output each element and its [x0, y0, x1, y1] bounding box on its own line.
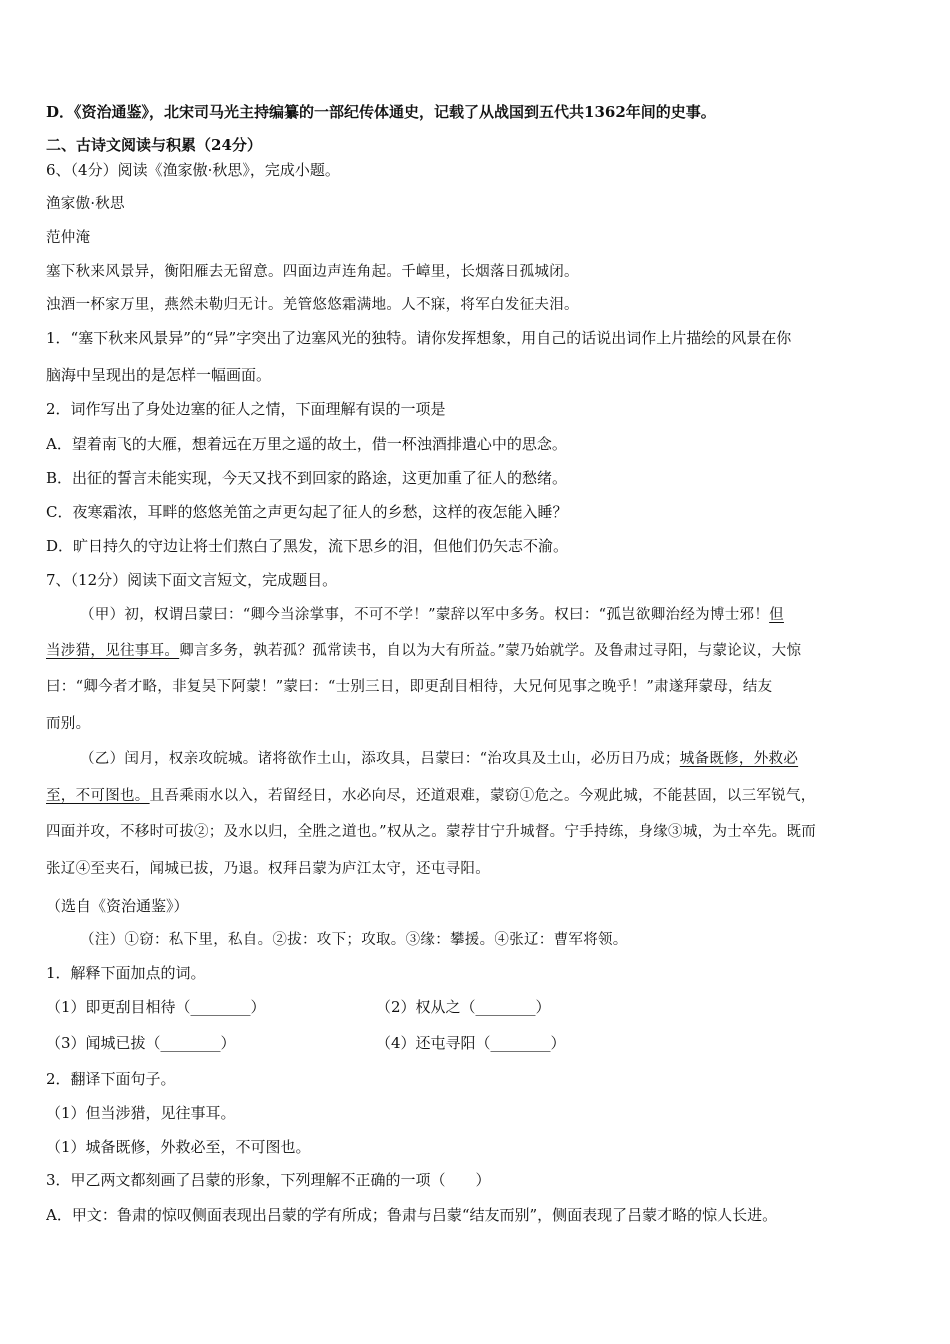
q6-option-c: C．夜寒霜浓，耳畔的悠悠羌笛之声更勾起了征人的乡愁，这样的夜怎能入睡？ — [46, 503, 568, 521]
q6-option-d: D．旷日持久的守边让将士们熬白了黑发，流下思乡的泪，但他们仍矢志不渝。 — [46, 537, 569, 555]
underlined-text: 至，不可图也。 — [46, 788, 150, 804]
passage-jia-line-2 — [46, 640, 906, 662]
q7-translate-1: （1）但当涉猎，见往事耳。 — [46, 1104, 236, 1122]
passage-yi-line-4: 张辽④至夹石，闻城已拔，乃退。权拜吕蒙为庐江太守，还屯寻阳。 — [46, 861, 490, 877]
question-7-stem: 7、（12分）阅读下面文言短文，完成题目。 — [46, 571, 338, 589]
q7-translate-2: （1）城备既修，外救必至，不可图也。 — [46, 1138, 311, 1156]
poem-author: 范仲淹 — [46, 230, 91, 246]
word-item-3: （3）闻城已拔（________） — [46, 1034, 236, 1052]
q6-option-a: A．望着南飞的大雁，想着远在万里之遥的故土，借一杯浊酒排遣心中的思念。 — [46, 435, 567, 453]
q7-sub3-option-a: A．甲文：鲁肃的惊叹侧面表现出吕蒙的学有所成；鲁肃与吕蒙“结友而别”，侧面表现了吕蒙才略的惊人长进。 — [46, 1206, 778, 1224]
source-note: （选自《资治通鉴》） — [46, 897, 189, 915]
poem-line-1: 塞下秋来风景异，衡阳雁去无留意。四面边声连角起。千嶂里，长烟落日孤城闭。 — [46, 264, 579, 280]
passage-yi-line-3: 四面并攻，不移时可拔②；及水以归，全胜之道也。”权从之。蒙荐甘宁升城督。宁手持练，身缘③城，为士卒先。既而 — [46, 824, 817, 840]
q6-sub1-line2: 脑海中呈现出的是怎样一幅画面。 — [46, 366, 272, 384]
passage-text: 且吾乘雨水以入，若留经日，水必向尽，还道艰难，蒙窃①危之。今观此城，不能甚固，以三军锐气， — [149, 788, 816, 804]
q7-word-row-2 — [46, 1032, 906, 1054]
q7-sub1: 1．解释下面加点的词。 — [46, 964, 206, 982]
poem-line-2: 浊酒一杯家万里，燕然未勒归无计。羌管悠悠霜满地。人不寐，将军白发征夫泪。 — [46, 297, 579, 313]
word-item-4: （4）还屯寻阳（________） — [376, 1034, 566, 1052]
q6-sub1-line1: 1．“塞下秋来风景异”的“异”字突出了边塞风光的独特。请你发挥想象，用自己的话说出词作上片描绘的风景在你 — [46, 329, 792, 347]
passage-text: （乙）闰月，权亲攻皖城。诸将欲作土山，添攻具，吕蒙曰：“治攻具及土山，必历日乃成； — [80, 751, 680, 767]
section-heading: 二、古诗文阅读与积累（24分） — [46, 136, 262, 154]
passage-jia-line-3: 曰：“卿今者才略，非复吴下阿蒙！”蒙曰：“士别三日，即更刮目相待，大兄何见事之晚乎！”肃遂拜蒙母，结友 — [46, 679, 773, 695]
passage-jia-line-4: 而别。 — [46, 716, 91, 732]
passage-text: （甲）初，权谓吕蒙曰：“卿今当涂掌事，不可不学！”蒙辞以军中多务。权曰：“孤岂欲卿治经为博士邪！ — [80, 607, 770, 623]
passage-yi-line-1 — [80, 748, 906, 770]
question-6-stem: 6、（4分）阅读《渔家傲·秋思》，完成小题。 — [46, 161, 340, 179]
option-d-line: D．《资治通鉴》，北宋司马光主持编纂的一部纪传体通史，记载了从战国到五代共1362年间的史事。 — [46, 103, 716, 121]
underlined-text: 当涉猎，见往事耳。 — [46, 643, 180, 659]
word-item-2: （2）权从之（________） — [376, 998, 551, 1016]
underlined-text: 但 — [769, 607, 784, 623]
q6-sub2-stem: 2．词作写出了身处边塞的征人之情，下面理解有误的一项是 — [46, 400, 446, 418]
q7-word-row-1 — [46, 996, 906, 1018]
word-item-1: （1）即更刮目相待（________） — [46, 998, 266, 1016]
q7-sub3: 3．甲乙两文都刻画了吕蒙的形象，下列理解不正确的一项（ ） — [46, 1171, 491, 1189]
passage-yi-line-2 — [46, 785, 906, 807]
q6-option-b: B．出征的誓言未能实现，今天又找不到回家的路途，这更加重了征人的愁绪。 — [46, 469, 568, 487]
poem-title: 渔家傲·秋思 — [46, 196, 125, 212]
underlined-text: 城备既修，外救必 — [679, 751, 799, 767]
passage-text: 卿言多务，孰若孤？孤常读书，自以为大有所益。”蒙乃始就学。及鲁肃过寻阳，与蒙论议，大惊 — [179, 643, 802, 659]
q7-sub2: 2．翻译下面句子。 — [46, 1070, 176, 1088]
annotation-notes: （注）①窃：私下里，私自。②拔：攻下；攻取。③缘：攀援。④张辽：曹军将领。 — [80, 932, 628, 948]
passage-jia-line-1 — [80, 604, 906, 626]
